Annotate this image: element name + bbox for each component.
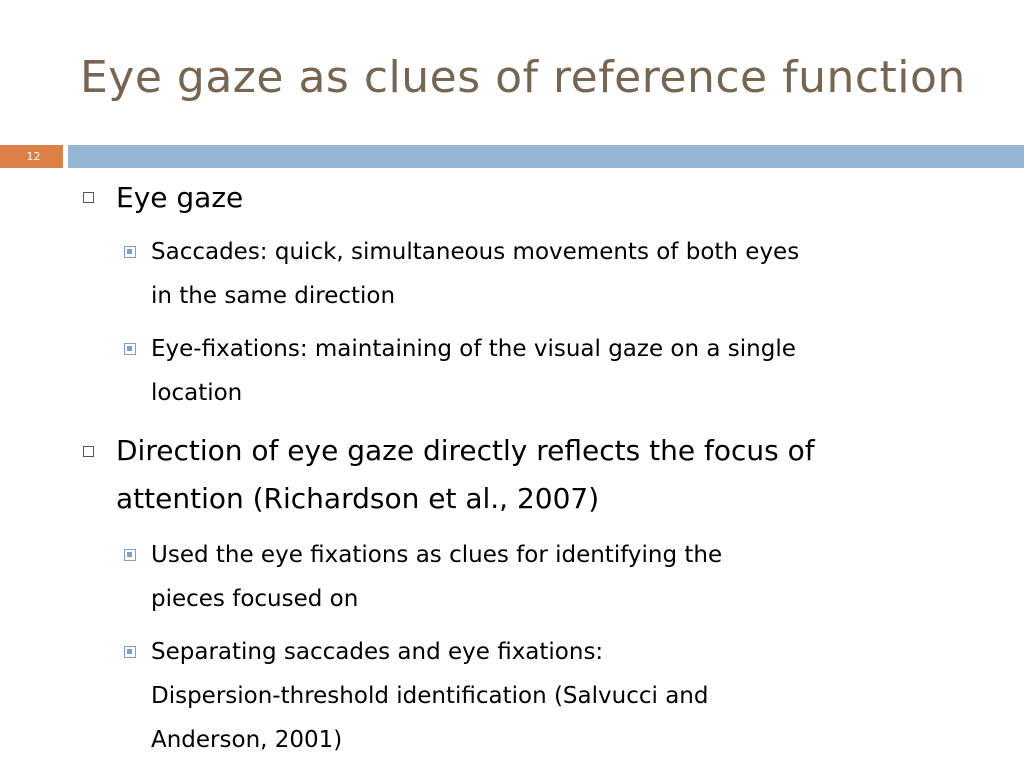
sub-bullet-line: Dispersion-threshold identification (Salvucci and [151, 683, 709, 709]
square-bullet-icon [124, 549, 136, 561]
hollow-square-bullet-icon [83, 446, 94, 457]
sub-bullet-line: Anderson, 2001) [151, 727, 343, 753]
sub-bullet-line: location [151, 380, 243, 406]
sub-bullet-line: pieces focused on [151, 586, 359, 612]
hollow-square-bullet-icon [83, 192, 94, 203]
sub-bullet-line: Used the eye fixations as clues for identifying the [151, 542, 723, 568]
bullet-line: Direction of eye gaze directly reflects the focus of [116, 434, 815, 467]
sub-bullet-line: Eye-fixations: maintaining of the visual gaze on a single [151, 336, 796, 362]
slide-title: Eye gaze as clues of reference function [80, 52, 966, 103]
slide-number: 12 [0, 145, 63, 168]
sub-bullet-line: Separating saccades and eye fixations: [151, 639, 604, 665]
square-bullet-icon [124, 246, 136, 258]
bullet-text: Eye gaze [116, 181, 244, 214]
bullet-line: attention (Richardson et al., 2007) [116, 482, 600, 515]
square-bullet-icon [124, 343, 136, 355]
sub-bullet-line: Saccades: quick, simultaneous movements of both eyes [151, 239, 800, 265]
square-bullet-icon [124, 646, 136, 658]
sub-bullet-line: in the same direction [151, 283, 396, 309]
